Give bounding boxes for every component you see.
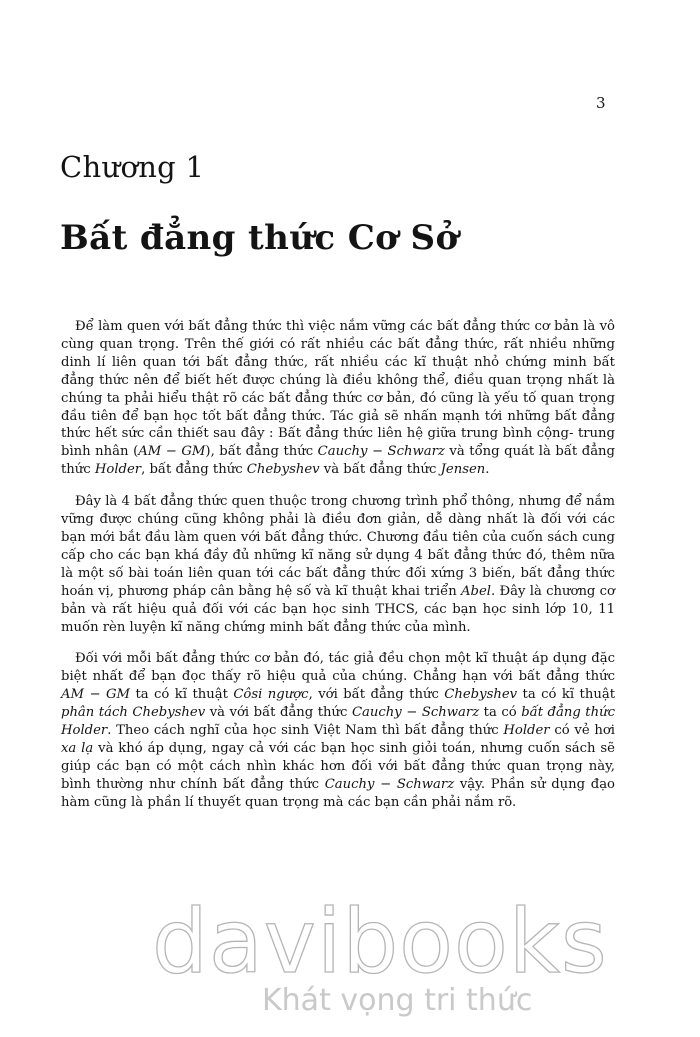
text-run: ta có	[479, 705, 522, 721]
text-run: .	[485, 462, 490, 478]
text-run: Đối với mỗi bất đẳng thức cơ bản đó, tác giả đều chọn một kĩ thuật áp dụng đặc biệt nhất để bạn đọc thấy rõ hiệu quả của chúng. Chẳng hạn với bất đẳng thức	[61, 651, 615, 685]
paragraph-3	[61, 650, 615, 811]
body-text	[61, 318, 615, 812]
text-run: ta có kĩ thuật	[517, 687, 615, 703]
text-run: vậy. Phần sử dụng đạo hàm cũng là phần lí thuyết quan trọng mà các bạn cần phải nắm rõ.	[61, 776, 615, 810]
paragraph-1	[61, 318, 615, 479]
text-run: Đây là 4 bất đẳng thức quen thuộc trong chương trình phổ thông, nhưng để nắm vững được chúng cũng không phải là điều đơn giản, dễ dàng nhất là đối với các bạn mới bắt đầu làm quen với bất đẳng thức. Chương đầu tiên của cuốn sách cung cấp cho các bạn khá đầy đủ những kĩ năng sử dụng 4 bất đẳng thức đó, thêm nữa là một số bài toán liên quan tới các bất đẳng thức đối xứng 3 biến, bất đẳng thức hoán vị, phương pháp cân bằng hệ số và kĩ thuật khai triển	[61, 494, 615, 599]
italic-term: phân tách Chebyshev	[61, 705, 206, 721]
italic-term: Chebyshev	[444, 687, 518, 703]
text-run: và khó áp dụng, ngay cả với các bạn học sinh giỏi toán, nhưng cuốn sách sẽ giúp các bạn có một cách nhìn khác hơn đối với bất đẳng thức quan trọng này, bình thường như chính bất đẳng thức	[61, 740, 615, 792]
italic-term: Abel	[461, 583, 492, 599]
watermark-brand: davibooks	[152, 890, 608, 993]
page-number: 3	[596, 94, 606, 112]
watermark-tagline: Khát vọng tri thức	[262, 983, 533, 1018]
chapter-title: Bất đẳng thức Cơ Sở	[60, 218, 459, 258]
text-run: . Theo cách nghĩ của học sinh Việt Nam thì bất đẳng thức	[107, 723, 504, 739]
italic-term: AM − GM	[61, 687, 130, 703]
chapter-label: Chương 1	[60, 150, 205, 184]
text-run: và với bất đẳng thức	[205, 705, 352, 721]
text-run: , bất đẳng thức	[141, 462, 247, 478]
paragraph-2	[61, 493, 615, 636]
italic-term: Cauchy − Schwarz	[317, 444, 445, 460]
text-run: , với bất đẳng thức	[308, 687, 445, 703]
italic-term: AM − GM	[138, 444, 206, 460]
italic-term: Holder	[94, 462, 142, 478]
italic-term: xa lạ	[61, 740, 94, 756]
text-run: và tổng quát là bất đẳng thức	[61, 444, 615, 478]
italic-term: Côsi ngược	[233, 687, 309, 703]
italic-term: Cauchy − Schwarz	[324, 776, 455, 792]
italic-term: Chebyshev	[246, 462, 320, 478]
italic-term: Cauchy − Schwarz	[351, 705, 480, 721]
text-run: Để làm quen với bất đẳng thức thì việc nắm vững các bất đẳng thức cơ bản là vô cùng quan trọng. Trên thế giới có rất nhiều các bất đẳng thức, rất nhiều những dinh lí liên quan tới bất đẳng thức, rất nhiều các kĩ thuật nhỏ chứng minh bất đẳng thức nên để biết hết được chúng là điều không thể, điều quan trọng nhất là chúng ta phải hiểu thật rõ các bất đẳng thức cơ bản, đó cũng là yếu tố quan trọng đầu tiên để bạn học tốt bất đẳng thức. Tác giả sẽ nhấn mạnh tới những bất đẳng thức hết sức cần thiết sau đây : Bất đẳng thức liên hệ giữa trung bình cộng- trung bình nhân (	[61, 319, 615, 460]
text-run: có vẻ hơi	[549, 723, 616, 739]
italic-term: Jensen	[440, 462, 486, 478]
text-run: và bất đẳng thức	[319, 462, 441, 478]
text-run: ta có kĩ thuật	[130, 687, 234, 703]
text-run: ), bất đẳng thức	[205, 444, 318, 460]
italic-term: Holder	[503, 723, 550, 739]
italic-term: bất đẳng thức Holder	[61, 705, 615, 739]
text-run: . Đây là chương cơ bản và rất hiệu quả đối với các bạn học sinh THCS, các bạn học sinh lớp 10, 11 muốn rèn luyện kĩ năng chứng minh bất đẳng thức của mình.	[61, 583, 615, 635]
